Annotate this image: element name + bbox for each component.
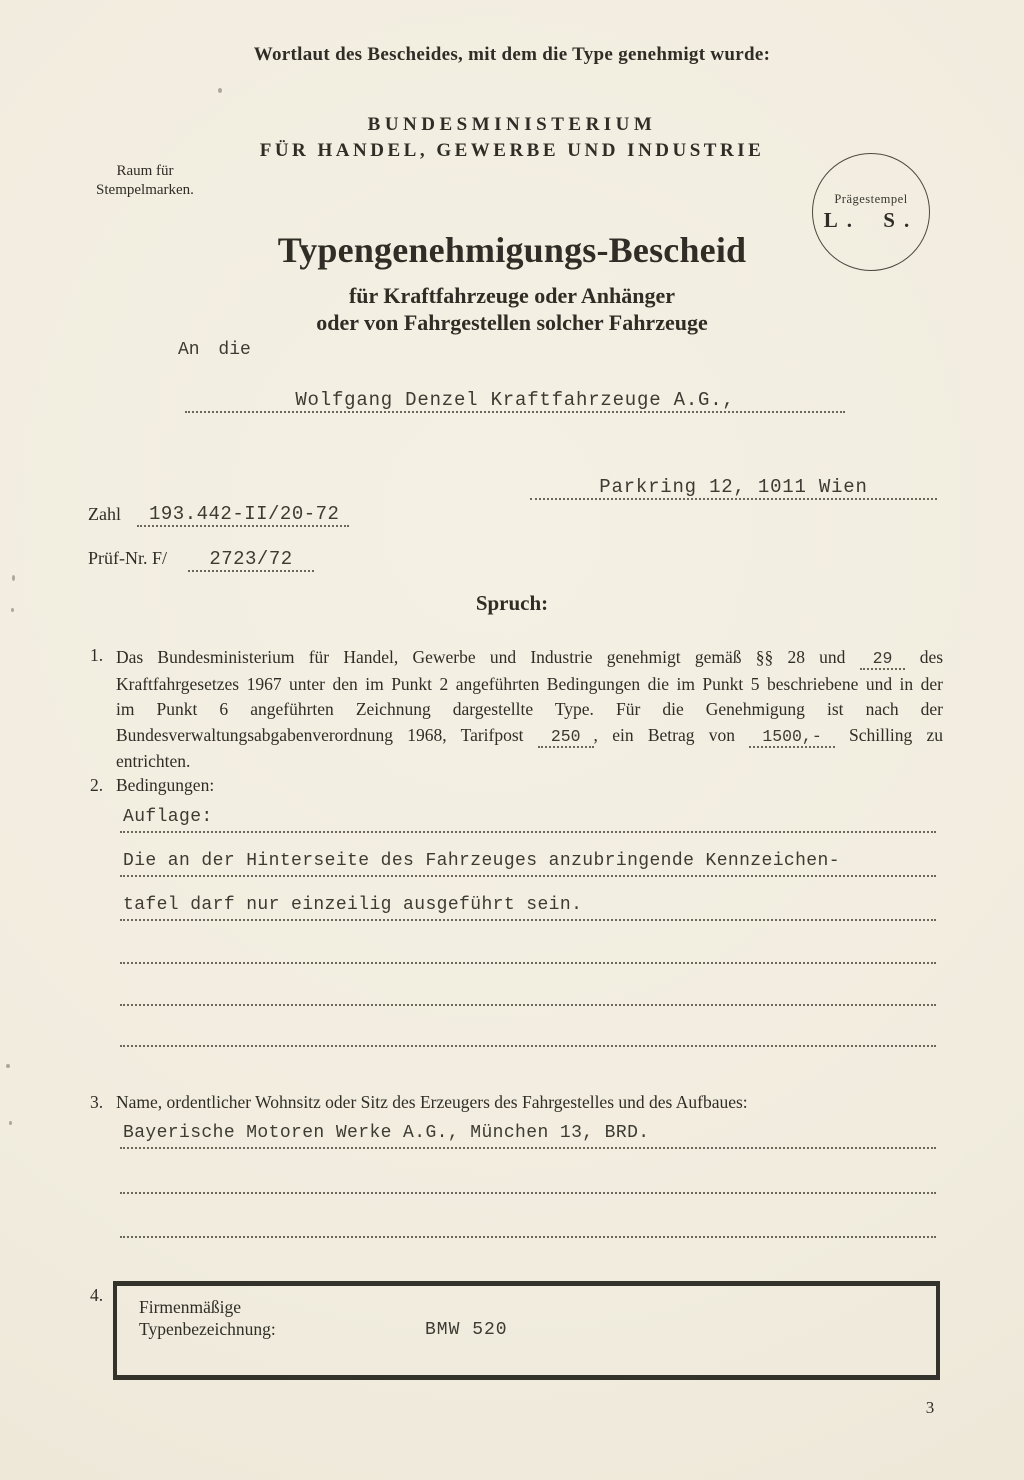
condition-line-1 [120, 851, 936, 877]
scan-artifact [11, 608, 14, 612]
document-subtitle-line-2: oder von Fahrgestellen solcher Fahrzeuge [316, 310, 708, 335]
manufacturer-line [120, 1123, 936, 1149]
type-designation-label-line-1: Firmenmäßige [139, 1297, 242, 1317]
section-1-text-1: Das Bundesministerium für Handel, Gewerbe und Industrie genehmigt gemäß §§ 28 und [116, 647, 846, 667]
scan-artifact [9, 1121, 12, 1125]
manufacturer-text: Bayerische Motoren Werke A.G., München 13, BRD. [123, 1123, 650, 1143]
scan-artifact [218, 88, 222, 93]
scan-artifact [6, 1064, 10, 1068]
fill-tarifpost: 250 [538, 727, 594, 748]
document-title: Typengenehmigungs-Bescheid [277, 230, 747, 270]
fill-paragraph-number: 29 [860, 649, 906, 670]
zahl-label: Zahl [88, 504, 121, 524]
section-1-number: 1. [90, 645, 104, 665]
blank-line [120, 1182, 936, 1194]
section-2-number: 2. [90, 775, 104, 795]
zahl-value-field [137, 495, 349, 527]
addressee-name: Wolfgang Denzel Kraftfahrzeuge A.G., [295, 389, 735, 411]
section-1-paragraph [116, 645, 943, 775]
section-2-label: Bedingungen: [116, 775, 215, 795]
blank-line [120, 1226, 936, 1238]
condition-line-auflage [120, 807, 936, 833]
section-1 [90, 645, 943, 775]
condition-text: tafel darf nur einzeilig ausgeführt sein. [123, 895, 583, 915]
addressee-intro: An die [178, 340, 251, 360]
section-1-text-4: Schilling zu entrichten. [116, 724, 944, 771]
section-4-number: 4. [90, 1285, 104, 1305]
blank-line [120, 952, 936, 964]
section-1-text-2: des Kraftfahrgesetzes 1967 unter den im Punkt 2 angeführten Bedingungen die im Punkt 5 beschriebene und in der im Punkt 6 angeführten Zeichnung dargestellte Type. Für die Genehmigung ist nach der Bundesverwaltungsabgabenverordnung 1968, Tarifpost [116, 647, 944, 745]
type-designation-label-line-2: Typenbezeichnung: [139, 1319, 276, 1339]
pruef-nr-value-field [188, 540, 314, 572]
addressee-address-field [530, 466, 937, 500]
section-1-text-3: , ein Betrag von [593, 724, 736, 745]
header-note: Wortlaut des Bescheides, mit dem die Type genehmigt wurde: [253, 44, 771, 65]
section-2 [90, 775, 214, 796]
condition-text: Auflage: [123, 807, 213, 827]
type-designation-label [139, 1296, 276, 1340]
ministry-name-line-2: FÜR HANDEL, GEWERBE UND INDUSTRIE [259, 140, 765, 161]
section-3-label: Name, ordentlicher Wohnsitz oder Sitz des Erzeugers des Fahrgestelles und des Aufbaues: [116, 1092, 748, 1112]
document-subtitle-line-1: für Kraftfahrzeuge oder Anhänger [348, 283, 676, 308]
stamp-area-note-line-1: Raum für [116, 163, 174, 179]
addressee-address: Parkring 12, 1011 Wien [599, 476, 868, 498]
condition-text: Die an der Hinterseite des Fahrzeuges anzubringende Kennzeichen- [123, 851, 840, 871]
seal-initials: L. S. [823, 208, 919, 232]
pruef-nr-label: Prüf-Nr. F/ [88, 548, 168, 568]
zahl-value: 193.442-II/20-72 [149, 503, 340, 525]
fill-amount: 1500,- [749, 727, 834, 748]
seal-label: Prägestempel [834, 192, 908, 206]
pruef-nr-value: 2723/72 [209, 548, 293, 570]
stamp-area-note [70, 162, 220, 200]
section-3-number: 3. [90, 1092, 104, 1112]
scan-artifact [12, 575, 15, 581]
condition-line-2 [120, 895, 936, 921]
type-designation-box [113, 1281, 940, 1380]
blank-line [120, 1035, 936, 1047]
stamp-area-note-line-2: Stempelmarken. [96, 182, 194, 198]
type-designation-value: BMW 520 [425, 1320, 508, 1340]
spruch-heading: Spruch: [475, 591, 549, 615]
blank-line [120, 994, 936, 1006]
page-number: 3 [925, 1398, 935, 1417]
addressee-name-field [185, 379, 845, 413]
section-3 [90, 1092, 943, 1113]
ministry-name-line-1: BUNDESMINISTERIUM [367, 114, 657, 135]
